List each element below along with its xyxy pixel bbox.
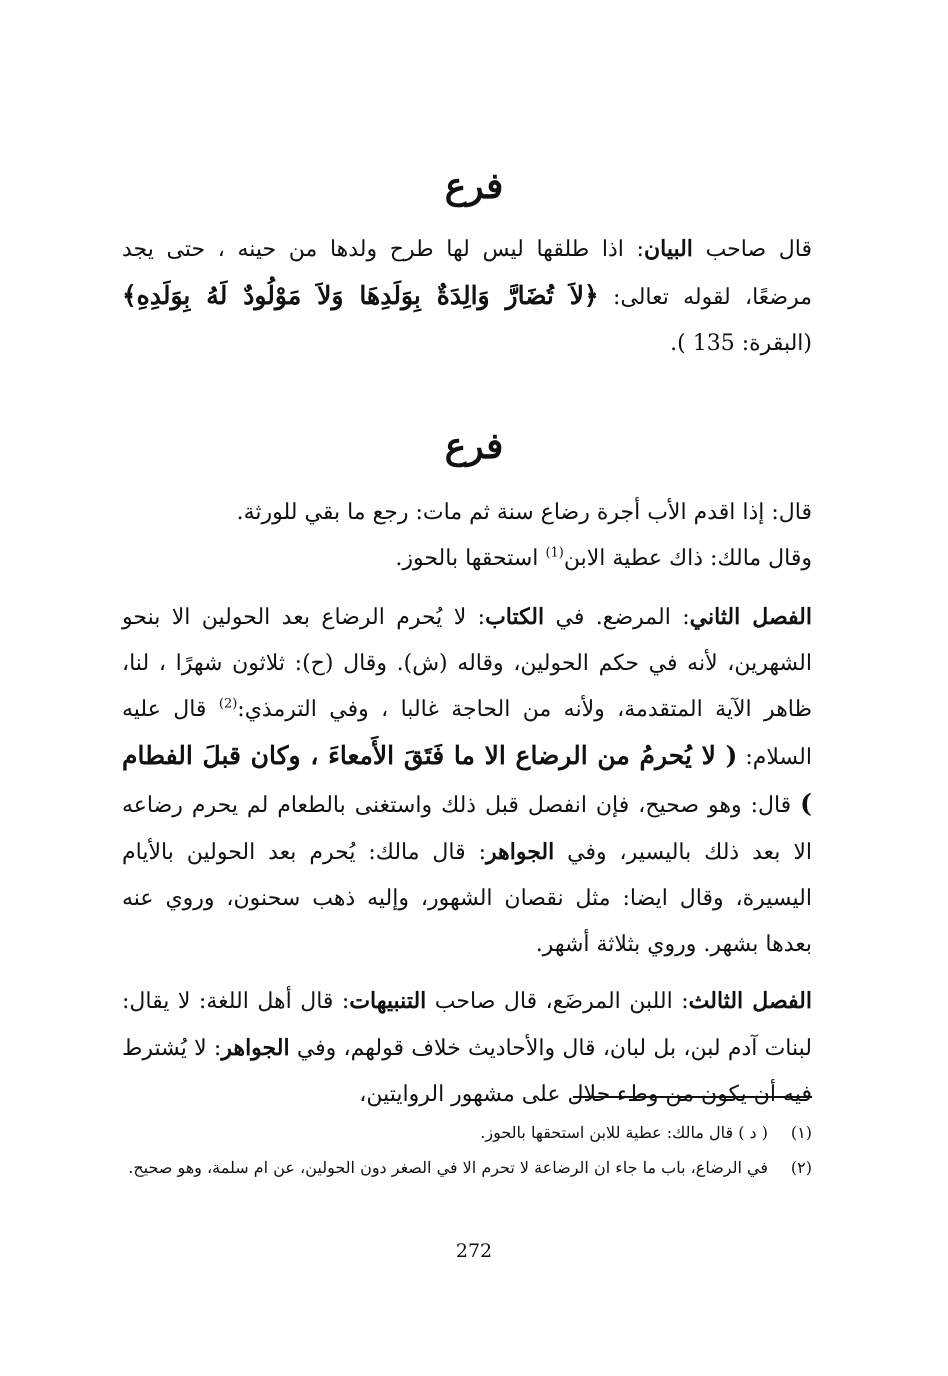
text: استحقها بالحوز. <box>395 546 539 571</box>
footnote <box>122 1150 812 1185</box>
section-heading-1: فرع <box>444 165 504 207</box>
quran-reference: (البقرة: 135 ). <box>670 331 812 356</box>
section-2-body <box>122 490 812 1118</box>
chapter-title: الفصل الثاني <box>689 604 812 630</box>
text: قال: وهو صحيح، فإن انفصل قبل ذلك واستغنى بالطعام لم يحرم رضاعه الا بعد ذلك باليسير، وفي <box>122 793 812 865</box>
text: قال: إذا اقدم الأب أجرة رضاع سنة ثم مات: رجع ما بقي للورثة. <box>236 500 812 525</box>
text: : لا يُحرم الرضاع بعد الحولين الا بنحو الشهرين، لأنه في حكم الحولين، وقاله (ش). وقال (ح): ثلاثون شهرًا ، لنا، ظاهر الآية المتقدمة، ولأنه من الحاجة غالبا ، وفي الترمذي: <box>122 605 813 722</box>
quran-quote: ﴿لاَ تُضَارَّ وَالِدَةٌ بِوَلَدِهَا وَلاَ مَوْلُودٌ لَهُ بِوَلَدِهِ﴾ <box>122 281 599 310</box>
paragraph <box>122 226 812 367</box>
paragraph <box>122 594 812 968</box>
section-heading-2: فرع <box>444 425 504 467</box>
section-1-body <box>122 226 812 367</box>
bold-term: الكتاب <box>485 604 545 630</box>
footnote-text: في الرضاع، باب ما جاء ان الرضاعة لا تحرم الا في الصغر دون الحولين، عن ام سلمة، وهو صحيح. <box>128 1158 768 1177</box>
text: : قال أهل اللغة: لا يقال: لبنات آدم لبن، بل لبان، قال والأحاديث خلاف قولهم، وفي <box>122 989 812 1061</box>
text: وقال مالك: ذاك عطية الابن <box>563 546 812 571</box>
footnote-marker: (2) <box>218 696 238 712</box>
footnote-divider <box>573 1096 812 1098</box>
hadith-quote: ( لا يُحرمُ من الرضاع الا ما فَتَقَ الأَمعاءَ ، وكان قبلَ الفطام ) <box>122 741 813 818</box>
footnote <box>122 1115 812 1150</box>
text: قال صاحب <box>705 237 812 262</box>
text: قال عليه السلام: <box>122 697 812 770</box>
bold-term: البيان <box>643 236 693 262</box>
chapter-title: الفصل الثالث <box>688 988 812 1014</box>
footnote-number: (١) <box>790 1123 812 1142</box>
footnotes <box>122 1115 812 1185</box>
footnote-number: (٢) <box>790 1158 812 1177</box>
bold-term: التنبيهات <box>349 988 427 1014</box>
paragraph <box>122 490 812 582</box>
bold-term: الجواهر <box>485 839 555 865</box>
footnote-marker: (1) <box>545 545 564 561</box>
text: : اذا طلقها ليس لها طرح ولدها من حينه ، حتى يجد مرضعًا، لقوله تعالى: <box>122 237 813 310</box>
bold-term: الجواهر <box>221 1035 290 1061</box>
text: : اللبن المرضَع، قال صاحب <box>434 989 689 1014</box>
text: : لا يُشترط فيه أن يكون من وطء حلال على مشهور الروايتين، <box>122 1036 812 1107</box>
footnote-text: ( د ) قال مالك: عطية للابن استحقها بالحوز. <box>480 1123 768 1142</box>
text: : قال مالك: يُحرم بعد الحولين بالأيام اليسيرة، وقال ايضا: مثل نقصان الشهور، وإليه ذهب سحنون، وروي عنه بعدها بشهر. وروي بثلاثة أشهر. <box>122 840 812 957</box>
text: : المرضع. في <box>555 605 690 630</box>
page-number: 272 <box>455 1240 493 1262</box>
